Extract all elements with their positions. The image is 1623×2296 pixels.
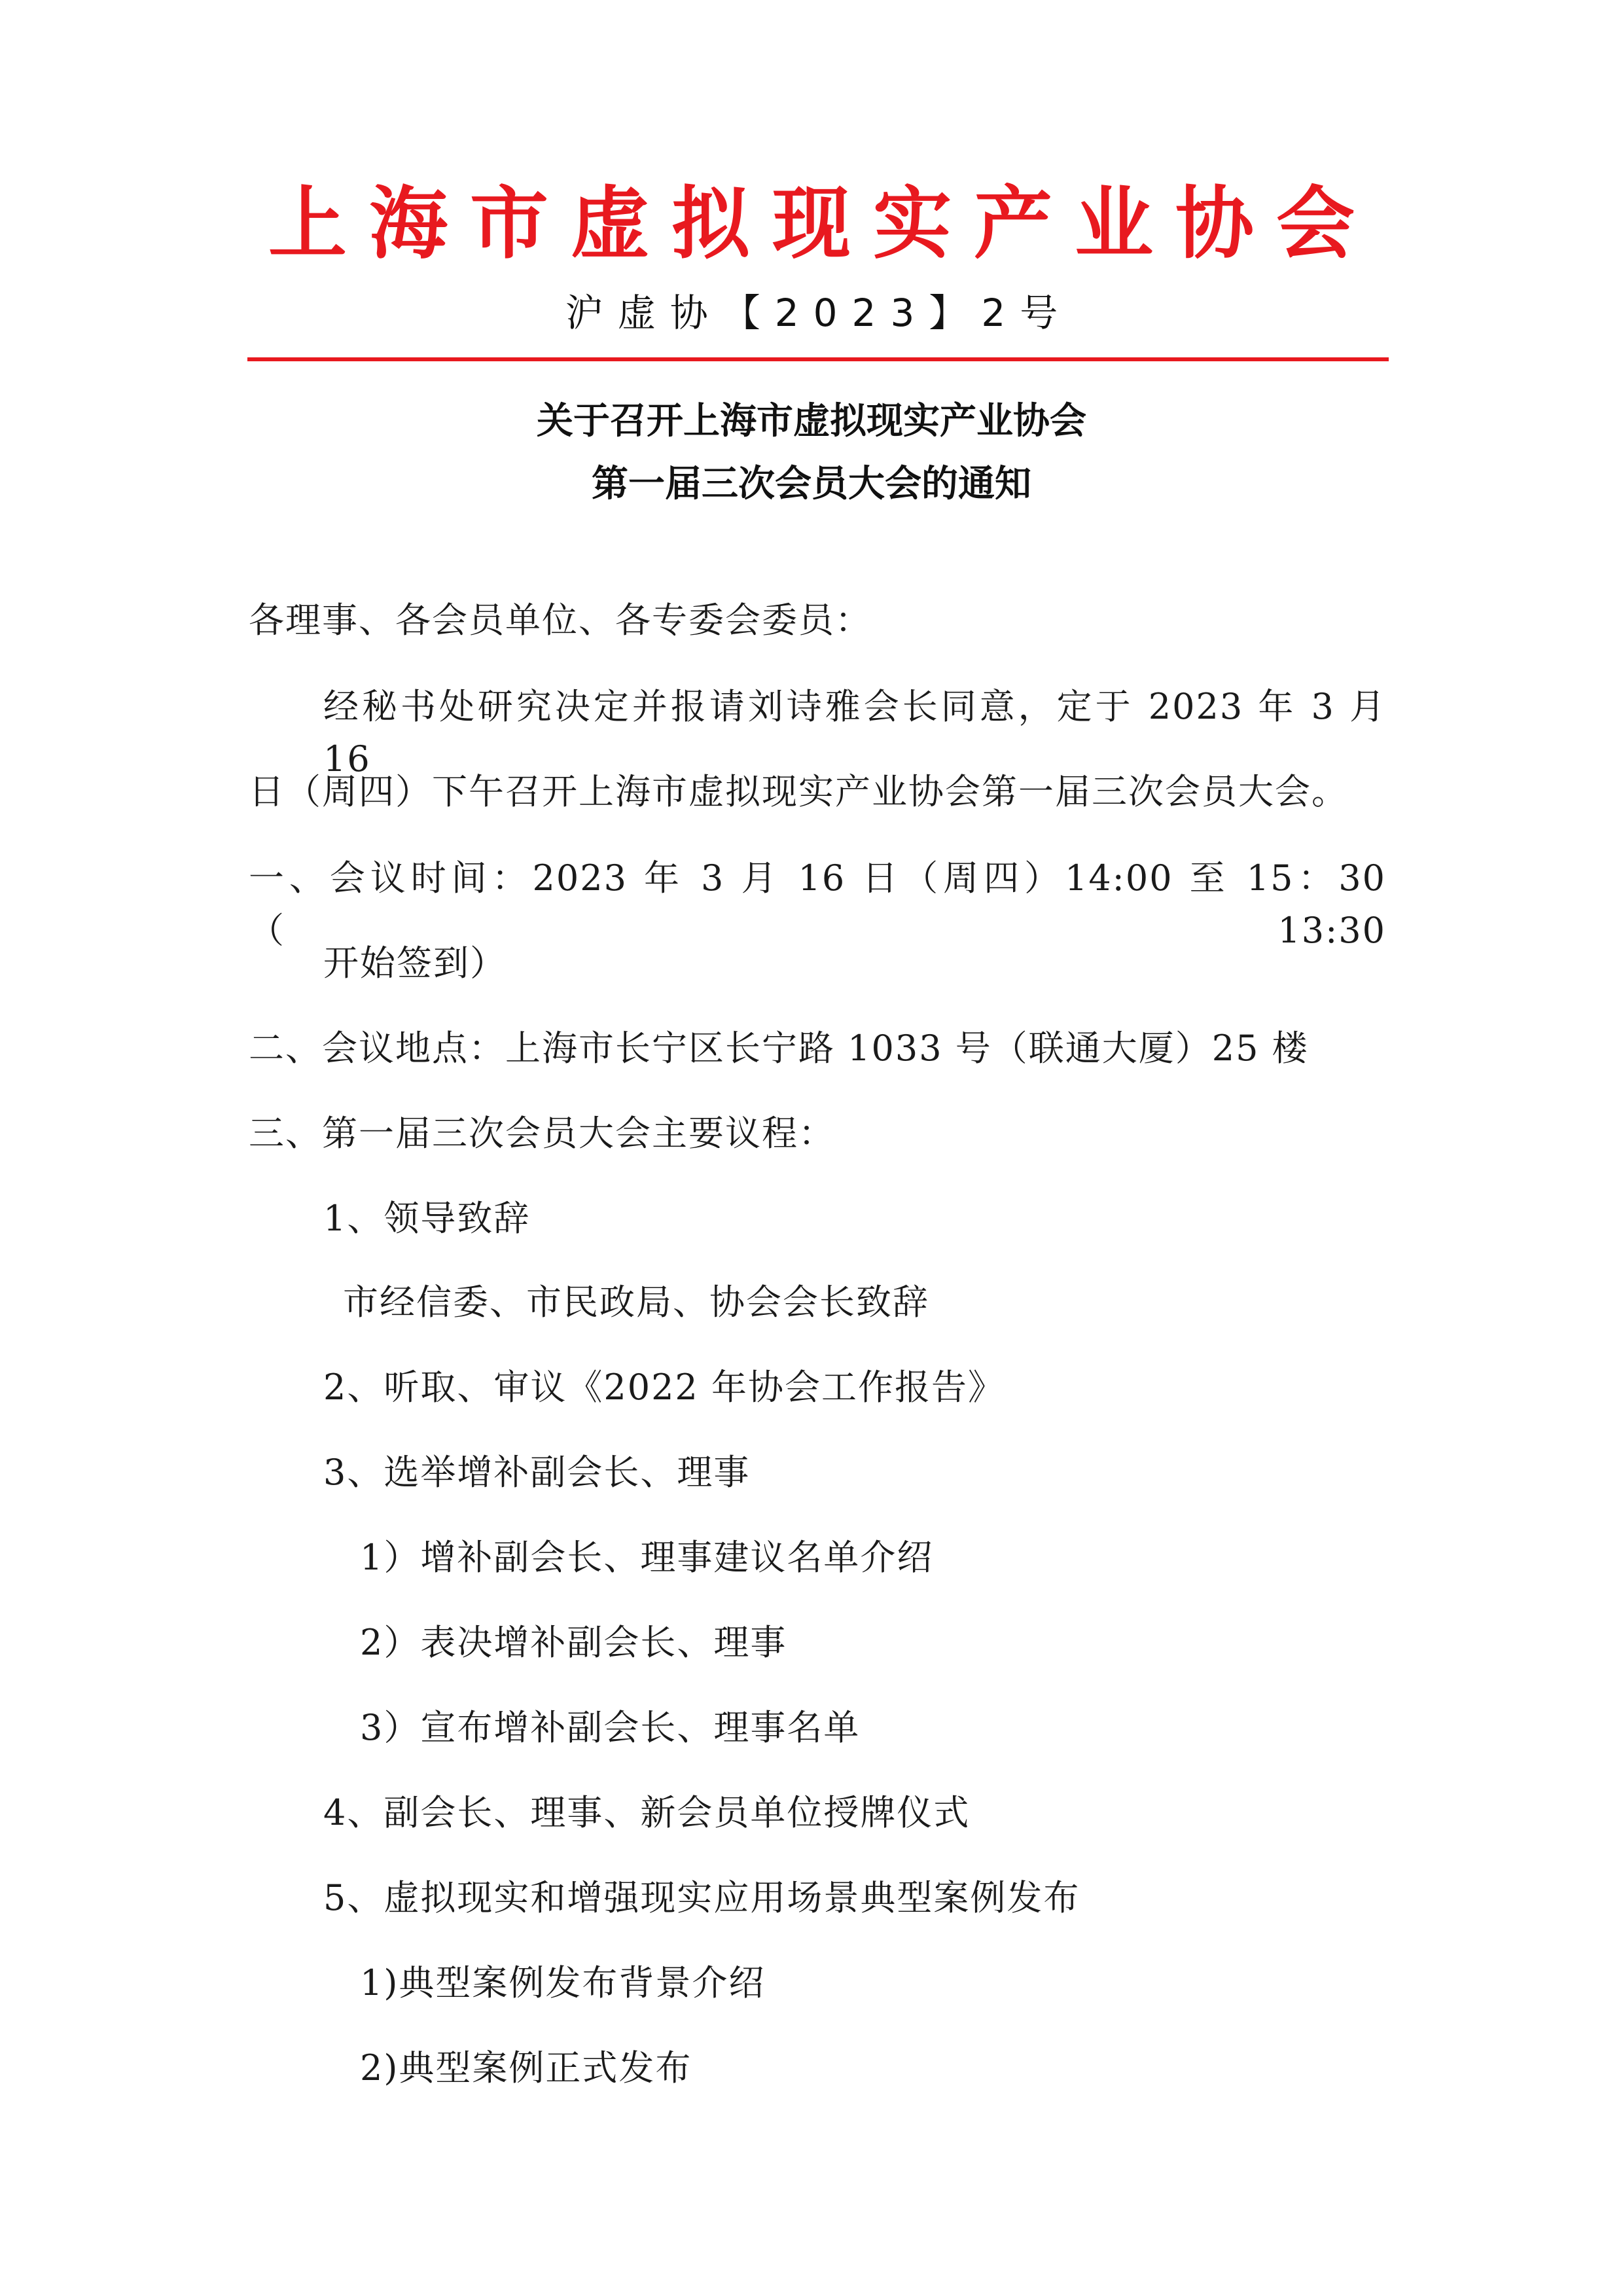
agenda-item-4: 4、副会长、理事、新会员单位授牌仪式 (323, 1792, 971, 1833)
salutation: 各理事、各会员单位、各专委会委员： (249, 600, 872, 641)
intro-paragraph-line-2: 日（周四）下午召开上海市虚拟现实产业协会第一届三次会员大会。 (249, 771, 1348, 812)
agenda-item-3: 3、选举增补副会长、理事 (323, 1452, 751, 1493)
notice-title-line-1: 关于召开上海市虚拟现实产业协会 (537, 400, 1086, 442)
agenda-heading: 三、第一届三次会员大会主要议程： (249, 1113, 835, 1154)
agenda-item-3-sub-2: 2）表决增补副会长、理事 (360, 1622, 787, 1663)
notice-title-line-2: 第一届三次会员大会的通知 (592, 463, 1031, 505)
agenda-item-1: 1、领导致辞 (323, 1198, 531, 1239)
organization-name-header: 上海市虚拟现实产业协会 (268, 179, 1377, 270)
agenda-item-1-detail: 市经信委、市民政局、协会会长致辞 (343, 1282, 929, 1323)
agenda-item-3-sub-3: 3）宣布增补副会长、理事名单 (360, 1707, 861, 1748)
document-number: 沪虚协【2023】2号 (565, 291, 1073, 335)
intro-paragraph-line-1: 经秘书处研究决定并报请刘诗雅会长同意，定于 2023 年 3 月 16 (323, 686, 1386, 780)
agenda-item-5: 5、虚拟现实和增强现实应用场景典型案例发布 (323, 1877, 1080, 1918)
agenda-item-5-sub-1: 1)典型案例发布背景介绍 (360, 1962, 766, 2003)
meeting-location: 二、会议地点：上海市长宁区长宁路 1033 号（联通大厦）25 楼 (249, 1028, 1309, 1069)
red-divider-line (247, 357, 1389, 361)
agenda-item-3-sub-1: 1）增补副会长、理事建议名单介绍 (360, 1537, 934, 1578)
agenda-item-2: 2、听取、审议《2022 年协会工作报告》 (323, 1367, 1005, 1408)
meeting-time-line-1: 一、会议时间：2023 年 3 月 16 日（周四）14:00 至 15：30（13:30 (249, 857, 1386, 951)
meeting-time-line-2: 开始签到） (323, 942, 507, 984)
agenda-item-5-sub-2: 2)典型案例正式发布 (360, 2047, 692, 2089)
